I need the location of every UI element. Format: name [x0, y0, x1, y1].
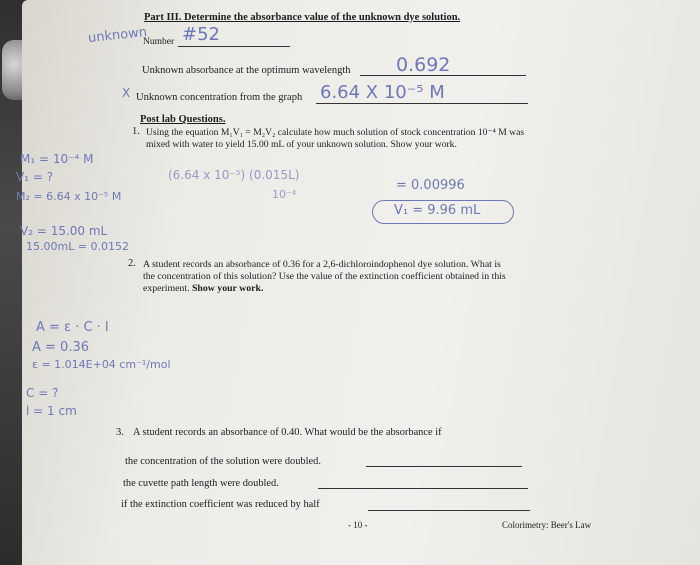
- q3-answer-a-line: [366, 466, 522, 467]
- q1-work-v2: V₂ = 15.00 mL: [20, 224, 108, 238]
- q3-option-b: the cuvette path length were doubled.: [123, 478, 279, 489]
- absorbance-value-handwriting: 0.692: [396, 54, 451, 76]
- concentration-value-handwriting: 6.64 X 10⁻⁵ M: [320, 82, 445, 103]
- q1-number: 1.: [132, 126, 140, 137]
- worksheet-page: [16, 0, 700, 565]
- q2-show-work: Show your work.: [191, 283, 264, 294]
- q1-work-v2-convert: 15.00mL = 0.0152: [26, 240, 130, 253]
- q2-work-l: l = 1 cm: [26, 404, 77, 418]
- unknown-handwriting: unknown: [87, 24, 148, 47]
- q3-line: A student records an absorbance of 0.40. What would be the absorbance if: [133, 427, 442, 438]
- q2-line-2: the concentration of this solution? Use the value of the extinction coefficient obtained in this: [143, 271, 506, 282]
- q1-line-1: Using the equation M₁V₁ = M₂V₂ calculate how much solution of stock concentration 10⁻⁴ M was: [146, 127, 525, 138]
- concentration-underline: [316, 103, 528, 104]
- number-underline: [178, 46, 290, 47]
- q2-line-3-text: experiment.: [143, 283, 190, 294]
- q2-work-epsilon: ε = 1.014E+04 cm⁻¹/mol: [32, 358, 171, 371]
- q1-work-result: = 0.00996: [396, 178, 465, 193]
- q1-work-m2: M₂ = 6.64 x 10⁻⁵ M: [16, 190, 122, 203]
- q3-option-a: the concentration of the solution were doubled.: [125, 456, 321, 467]
- check-mark-handwriting: X: [122, 86, 131, 100]
- footer-title: Colorimetry: Beer's Law: [502, 520, 592, 530]
- q3-answer-b-line: [318, 488, 528, 489]
- post-lab-heading: Post lab Questions.: [140, 114, 226, 125]
- q3-option-c: if the extinction coefficient was reduced by half: [121, 499, 320, 510]
- absorbance-label: Unknown absorbance at the optimum wavelength: [142, 65, 351, 76]
- q1-work-denominator: 10⁻⁴: [272, 188, 297, 201]
- page-number: - 10 -: [348, 520, 368, 530]
- q3-number: 3.: [116, 427, 124, 438]
- q1-work-v1: V₁ = ?: [16, 170, 54, 184]
- q2-work-absorbance: A = 0.36: [32, 340, 89, 355]
- q2-work-c: C = ?: [26, 386, 59, 400]
- q2-work-equation: A = ε · C · l: [36, 320, 109, 335]
- concentration-label: Unknown concentration from the graph: [136, 92, 303, 103]
- q2-number: 2.: [128, 258, 136, 269]
- number-label: Number: [143, 37, 175, 47]
- q2-line-1: A student records an absorbance of 0.36 for a 2,6-dichloroindophenol dye solution. What is: [143, 259, 501, 270]
- q1-work-answer: V₁ = 9.96 mL: [394, 203, 481, 218]
- q3-answer-c-line: [368, 510, 530, 511]
- q1-work-m1: M₁ = 10⁻⁴ M: [20, 152, 94, 166]
- number-value-handwriting: #52: [182, 24, 220, 45]
- q1-line-2: mixed with water to yield 15.00 mL of your unknown solution. Show your work.: [146, 139, 457, 150]
- part3-title: Part III. Determine the absorbance value of the unknown dye solution.: [144, 12, 461, 23]
- q1-work-numerator: (6.64 x 10⁻⁵) (0.015L): [168, 168, 300, 182]
- q2-line-3: [143, 283, 263, 295]
